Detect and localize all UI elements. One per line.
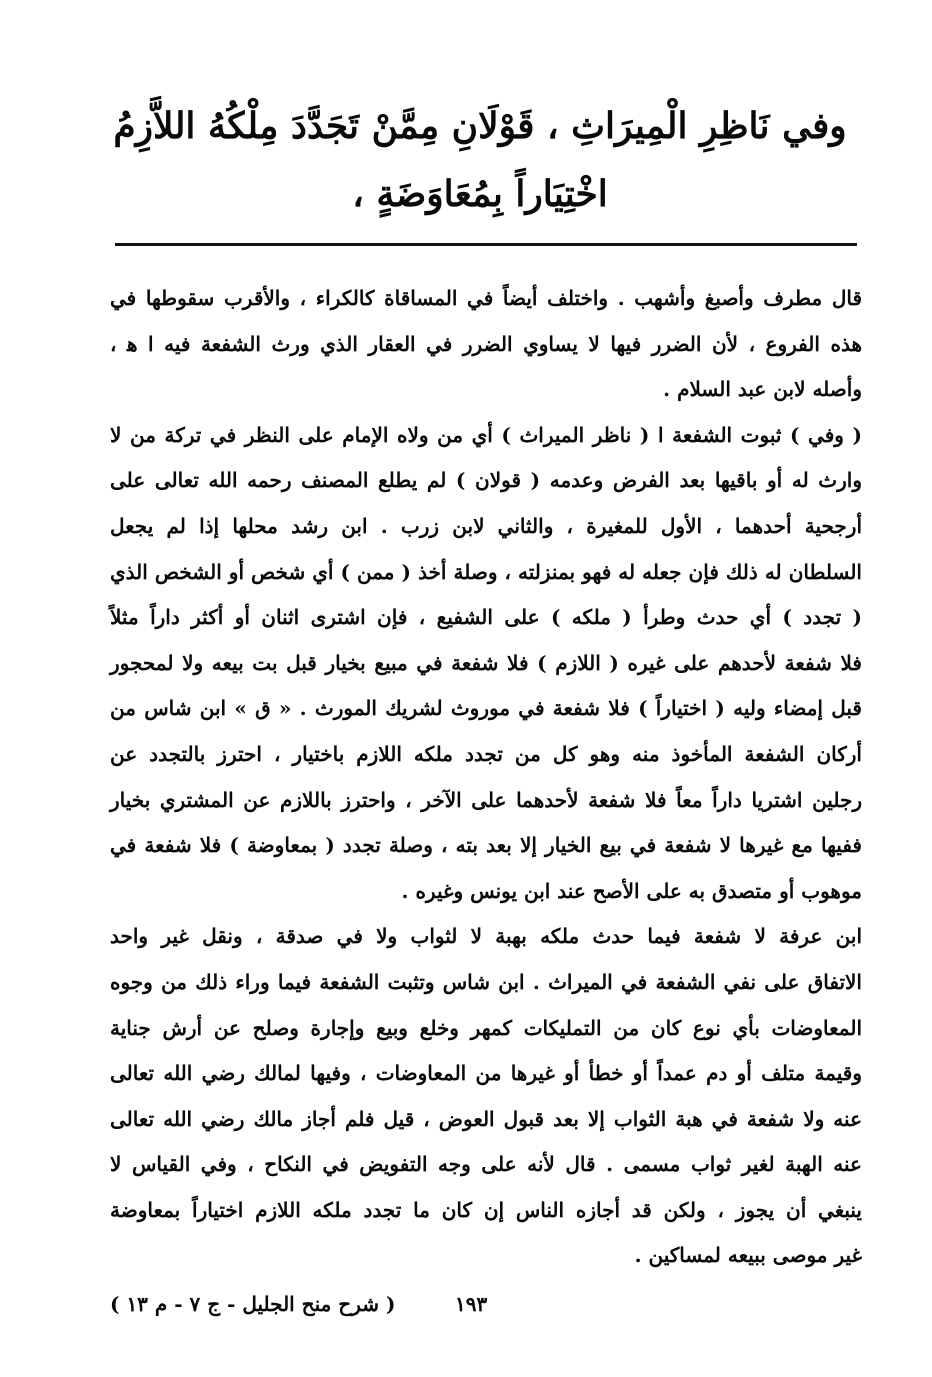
text-line: ( تجدد ) أي حدث وطرأ ( ملكه ) على الشفيع ، فإن اشترى اثنان أو أكثر داراً مثلاً [110,605,862,630]
separator-rule [115,243,857,246]
text-line: عنه الهبة لغير ثواب مسمى . قال لأنه على وجه التفويض في النكاح ، وفي القياس لا [110,1152,862,1177]
verse-heading [110,92,850,229]
verse-line-2: اخْتِيَاراً بِمُعَاوَضَةٍ ، [352,173,608,216]
text-line: عنه ولا شفعة في هبة الثواب إلا بعد قبول العوض ، قيل فلم أجاز مالك رضي الله تعالى [110,1106,862,1131]
footer-citation: ( شرح منح الجليل - ج ٧ - م ١٣ ) [110,1292,396,1316]
page-number: ١٩٣ [455,1292,488,1316]
text-line: الاتفاق على نفي الشفعة في الميراث . ابن شاس وتثبت الشفعة فيما وراء ذلك من وجوه [110,969,862,994]
text-line: قبل إمضاء وليه ( اختياراً ) فلا شفعة في موروث لشريك المورث . « ق » ابن شاس من [110,696,862,721]
text-line: ابن عرفة لا شفعة فيما حدث ملكه بهبة لا لثواب ولا في صدقة ، ونقل غير واحد [110,924,862,949]
text-line: السلطان له ذلك فإن جعله له فهو بمنزلته ، وصلة أخذ ( ممن ) أي شخص أو الشخص الذي [110,559,862,584]
text-line: ( وفي ) ثبوت الشفعة ا ( ناظر الميراث ) أي من ولاه الإمام على النظر في تركة من لا [110,422,862,447]
text-line: ففيها مع غيرها لا شفعة في بيع الخيار إلا بعد بته ، وصلة تجدد ( بمعاوضة ) فلا شفعة في [110,833,862,858]
commentary-paragraph-1 [110,276,862,413]
text-line: وأصله لابن عبد السلام . [663,377,862,402]
commentary-paragraph-3 [110,914,862,1279]
page-footer [110,1292,862,1322]
commentary-text [110,276,862,1279]
text-line: قال مطرف وأصبغ وأشهب . واختلف أيضاً في المساقاة كالكراء ، والأقرب سقوطها في [110,286,862,310]
text-line: هذه الفروع ، لأن الضرر فيها لا يساوي الضرر في العقار الذي ورث الشفعة فيه ا ﻫ ، [110,331,862,356]
text-line: فلا شفعة لأحدهم على غيره ( اللازم ) فلا شفعة في مبيع بخيار قبل بت بيعه ولا لمحجور [110,650,862,675]
text-line: غير موصى ببيعه لمساكين . [634,1243,862,1268]
text-line: رجلين اشتريا داراً معاً فلا شفعة لأحدهما على الآخر ، واحترز باللازم عن المشتري بخيار [110,787,862,812]
commentary-paragraph-2 [110,413,862,915]
text-line: أركان الشفعة المأخوذ منه وهو كل من تجدد ملكه اللازم باختيار ، احترز بالتجدد عن [110,741,862,766]
text-line: موهوب أو متصدق به على الأصح عند ابن يونس وغيره . [401,878,862,903]
text-line: وارث له أو باقيها بعد الفرض وعدمه ( قولان ) لم يطلع المصنف رحمه الله تعالى على [110,468,862,493]
verse-line-1: وفي نَاظِرِ الْمِيرَاثِ ، قَوْلَانِ مِمَّنْ تَجَدَّدَ مِلْكُهُ اللاَّزِمُ [113,105,847,147]
text-line: المعاوضات بأي نوع كان من التمليكات كمهر وخلع وبيع وإجارة وصلح عن أرش جناية [110,1015,862,1040]
text-line: أرجحية أحدهما ، الأول للمغيرة ، والثاني لابن زرب . ابن رشد محلها إذا لم يجعل [110,513,862,538]
text-line: وقيمة متلف أو دم عمداً أو خطأ أو غيرها من المعاوضات ، وفيها لمالك رضي الله تعالى [110,1061,862,1086]
text-line: ينبغي أن يجوز ، ولكن قد أجازه الناس إن كان ما تجدد ملكه اللازم اختياراً بمعاوضة [110,1197,862,1222]
